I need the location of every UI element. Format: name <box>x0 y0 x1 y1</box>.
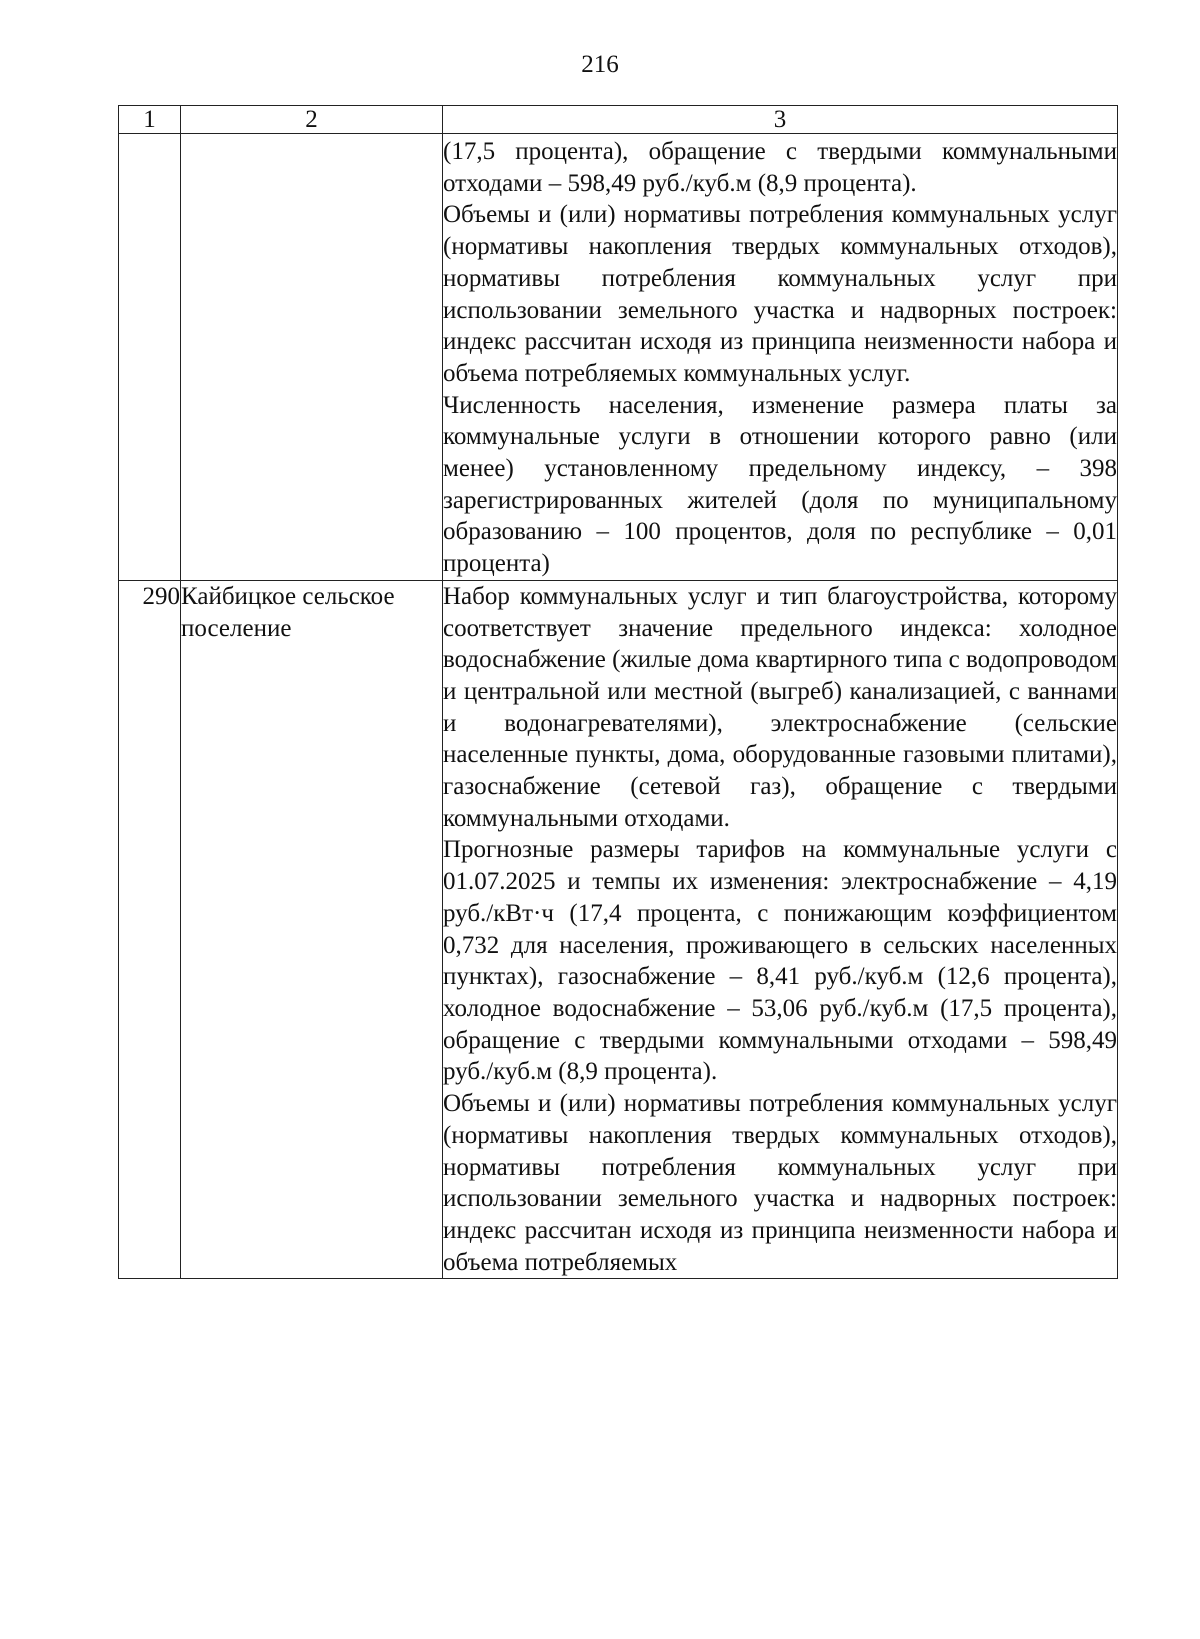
description-paragraph: Прогнозные размеры тарифов на коммунальные услуги с 01.07.2025 и темпы их изменения: электроснабжение – 4,19 руб./кВт·ч (17,4 процента, с понижающим коэффициентом 0,732 для населения, проживающего в сельских населенных пунктах), газоснабжение – 8,41 руб./куб.м (12,6 процента), холодное водоснабжение – 53,06 руб./куб.м (17,5 процента), обращение с твердыми коммунальными отходами – 598,49 руб./куб.м (8,9 процента). <box>443 836 1117 1086</box>
row-number-cell: 290 <box>119 580 181 1278</box>
settlement-name-cell <box>181 134 443 581</box>
row-number-cell <box>119 134 181 581</box>
settlement-name-cell: Кайбицкое сельское поселение <box>181 580 443 1278</box>
table-row-continued <box>119 134 1118 581</box>
tariff-table <box>118 105 1118 1279</box>
description-paragraph: Объемы и (или) нормативы потребления коммунальных услуг (нормативы накопления твердых коммунальных отходов), нормативы потребления коммунальных услуг при использовании земельного участка и надворных построек: индекс рассчитан исходя из принципа неизменности набора и объема потребляемых <box>443 1090 1117 1276</box>
column-header-1: 1 <box>119 106 181 134</box>
column-header-3: 3 <box>443 106 1118 134</box>
description-cell <box>443 134 1118 581</box>
description-paragraph: Объемы и (или) нормативы потребления коммунальных услуг (нормативы накопления твердых коммунальных отходов), нормативы потребления коммунальных услуг при использовании земельного участка и надворных построек: индекс рассчитан исходя из принципа неизменности набора и объема потребляемых коммунальных услуг. <box>443 201 1117 387</box>
page-number: 216 <box>581 51 619 78</box>
column-header-2: 2 <box>181 106 443 134</box>
table-row-290 <box>119 580 1118 1278</box>
description-paragraph: Численность населения, изменение размера платы за коммунальные услуги в отношении которого равно (или менее) установленному предельному индексу, – 398 зарегистрированных жителей (доля по муниципальному образованию – 100 процентов, доля по республике – 0,01 процента) <box>443 391 1117 578</box>
description-paragraph: (17,5 процента), обращение с твердыми коммунальными отходами – 598,49 руб./куб.м (8,9 процента). <box>443 138 1117 197</box>
description-cell <box>443 580 1118 1278</box>
description-paragraph: Набор коммунальных услуг и тип благоустройства, которому соответствует значение предельного индекса: холодное водоснабжение (жилые дома квартирного типа с водопроводом и центральной или местной (выгреб) канализацией, с ваннами и водонагревателями), электроснабжение (сельские населенные пункты, дома, оборудованные газовыми плитами), газоснабжение (сетевой газ), обращение с твердыми коммунальными отходами. <box>443 582 1117 832</box>
table-header-row <box>119 106 1118 134</box>
